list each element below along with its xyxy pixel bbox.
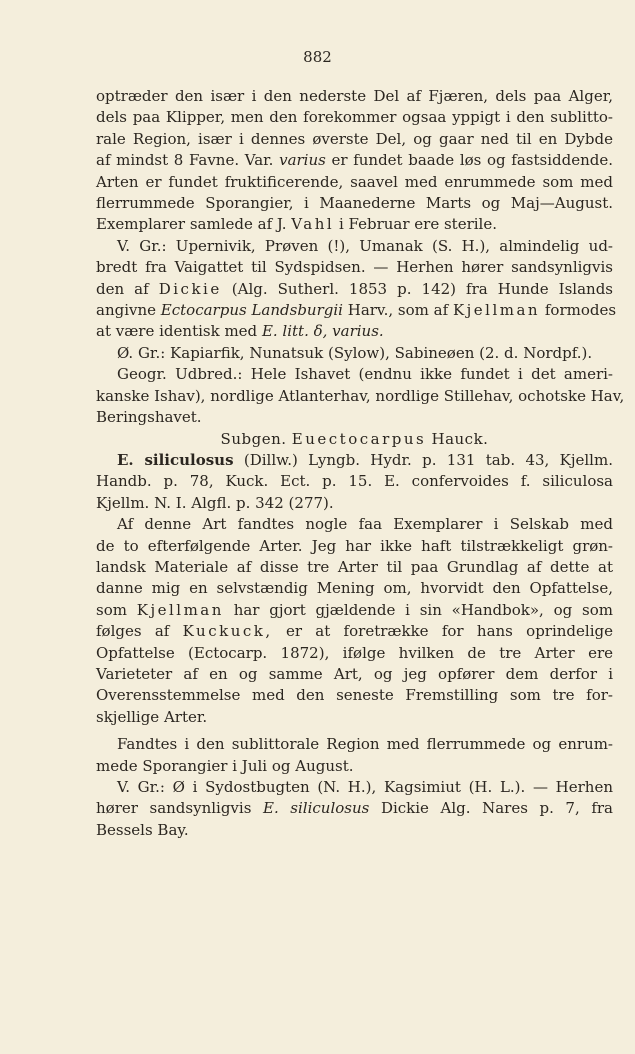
text-line: Varieteter af en og samme Art, og jeg opfører dem derfor i: [96, 664, 613, 683]
text-line: de to efterfølgende Arter. Jeg har ikke haft tilstrækkeligt grøn-: [96, 536, 613, 555]
text-line: at være identisk med E. litt. δ, varius.: [96, 322, 384, 341]
text-line: Ø. Gr.: Kapiarfik, Nunatsuk (Sylow), Sabineøen (2. d. Nordpf.).: [117, 343, 593, 362]
text-line: dels paa Klipper, men den forekommer ogsaa yppigt i den sublitto-: [96, 108, 613, 127]
paragraph-east-greenland: [96, 343, 613, 364]
text-line: hører sandsynligvis E. siliculosus Dickie Alg. Nares p. 7, fra: [96, 799, 613, 818]
text-line: af mindst 8 Favne. Var. varius er fundet baade løs og fastsiddende.: [96, 151, 613, 170]
text-line: Opfattelse (Ectocarp. 1872), ifølge hvilken de tre Arter ere: [96, 643, 613, 662]
text-line: rale Region, især i dennes øverste Del, og gaar ned til en Dybde: [96, 129, 613, 148]
text-line: Af denne Art fandtes nogle faa Exemplarer i Selskab med: [117, 515, 613, 534]
text-line: Kjellm. N. I. Algfl. p. 342 (277).: [96, 493, 334, 512]
text-line: Beringshavet.: [96, 408, 202, 427]
text-line: Overensstemmelse med den seneste Fremstilling som tre for-: [96, 686, 613, 705]
body-text: [96, 86, 625, 841]
text-line: bredt fra Vaigattet til Sydspidsen. — Herhen hører sandsynligvis: [96, 258, 613, 277]
paragraph-west-greenland-2: [96, 777, 613, 841]
text-line: Bessels Bay.: [96, 820, 189, 839]
text-line: den af Dickie (Alg. Sutherl. 1853 p. 142) fra Hunde Islands: [96, 279, 613, 298]
text-line: følges af Kuckuck, er at foretrække for hans oprindelige: [96, 622, 613, 641]
text-line: kanske Ishav), nordlige Atlanterhav, nordlige Stillehav, ochotske Hav,: [96, 386, 625, 405]
text-line: E. siliculosus (Dillw.) Lyngb. Hydr. p. 131 tab. 43, Kjellm.: [117, 450, 613, 469]
text-line: optræder den især i den nederste Del af Fjæren, dels paa Alger,: [96, 87, 613, 105]
text-line: Exemplarer samlede af J. Vahl i Februar ere sterile.: [96, 215, 497, 234]
text-line: Fandtes i den sublittorale Region med flerrummede og enrum-: [117, 735, 613, 754]
paragraph-west-greenland: [96, 236, 617, 343]
text-line: V. Gr.: Ø i Sydostbugten (N. H.), Kagsimiut (H. L.). — Herhen: [117, 778, 613, 796]
page-number: 882: [303, 48, 332, 66]
text-line: angivne Ectocarpus Landsburgii Harv., som af Kjellman formodes: [96, 301, 617, 320]
text-line: som Kjellman har gjort gjældende i sin «Handbok», og som: [96, 600, 613, 619]
paragraph-habitat: [96, 86, 613, 236]
text-line: Arten er fundet fruktificerende, saavel med enrummede som med: [96, 172, 613, 191]
paragraph-species-citation: [96, 450, 613, 514]
text-line: V. Gr.: Upernivik, Prøven (!), Umanak (S. H.), almindelig ud-: [117, 236, 613, 255]
text-line: Geogr. Udbred.: Hele Ishavet (endnu ikke fundet i det ameri-: [117, 365, 613, 384]
text-line: landsk Materiale af disse tre Arter til paa Grundlag af dette at: [96, 557, 613, 576]
subgenus-heading: Subgen. Euectocarpus Hauck.: [220, 429, 489, 448]
paragraph-occurrence: [96, 734, 613, 777]
text-line: Handb. p. 78, Kuck. Ect. p. 15. E. confervoides f. siliculosa: [96, 472, 613, 491]
text-line: flerrummede Sporangier, i Maanederne Marts og Maj—August.: [96, 194, 613, 213]
paragraph-distribution: [96, 364, 625, 428]
text-line: danne mig en selvstændig Mening om, hvorvidt den Opfattelse,: [96, 579, 613, 598]
text-line: skjellige Arter.: [96, 707, 208, 726]
paragraph-discussion: [96, 514, 613, 728]
text-line: mede Sporangier i Juli og August.: [96, 756, 354, 775]
